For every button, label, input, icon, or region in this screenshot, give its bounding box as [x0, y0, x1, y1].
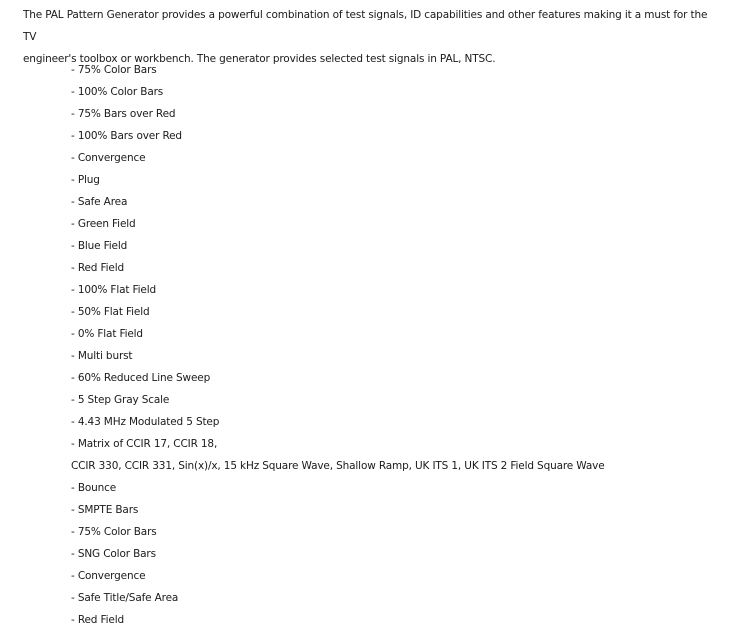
list-item: - Red Field [71, 614, 124, 626]
list-item: - Multi burst [71, 350, 133, 362]
list-item: - 75% Color Bars [71, 526, 157, 538]
list-item: - 75% Bars over Red [71, 108, 176, 120]
list-item: - Convergence [71, 152, 146, 164]
list-item: - SNG Color Bars [71, 548, 156, 560]
list-item: - 5 Step Gray Scale [71, 394, 170, 406]
list-item: - Plug [71, 174, 100, 186]
list-item: - 0% Flat Field [71, 328, 143, 340]
test-signal-list [71, 59, 605, 631]
list-item-continuation: CCIR 330, CCIR 331, Sin(x)/x, 15 kHz Square Wave, Shallow Ramp, UK ITS 1, UK ITS 2 Field Square Wave [71, 460, 605, 472]
list-item: - 60% Reduced Line Sweep [71, 372, 211, 384]
list-item: - 75% Color Bars [71, 64, 157, 76]
list-item: - Safe Area [71, 196, 128, 208]
list-item: - 100% Color Bars [71, 86, 164, 98]
list-item: - Red Field [71, 262, 124, 274]
list-item: - Blue Field [71, 240, 128, 252]
list-item: - SMPTE Bars [71, 504, 139, 516]
list-item: - 100% Bars over Red [71, 130, 182, 142]
list-item: - Safe Title/Safe Area [71, 592, 179, 604]
list-item: - 100% Flat Field [71, 284, 157, 296]
intro-line-2: engineer's toolbox or workbench. The generator provides selected test signals in PAL, NTSC. [23, 53, 496, 65]
list-item: - Convergence [71, 570, 146, 582]
list-item: - Bounce [71, 482, 117, 494]
list-item: - Matrix of CCIR 17, CCIR 18, [71, 438, 218, 450]
intro-line-1: The PAL Pattern Generator provides a powerful combination of test signals, ID capabilities and other features making it a must for the TV [23, 9, 708, 43]
list-item: - 50% Flat Field [71, 306, 150, 318]
list-item: - Green Field [71, 218, 136, 230]
list-item: - 4.43 MHz Modulated 5 Step [71, 416, 220, 428]
